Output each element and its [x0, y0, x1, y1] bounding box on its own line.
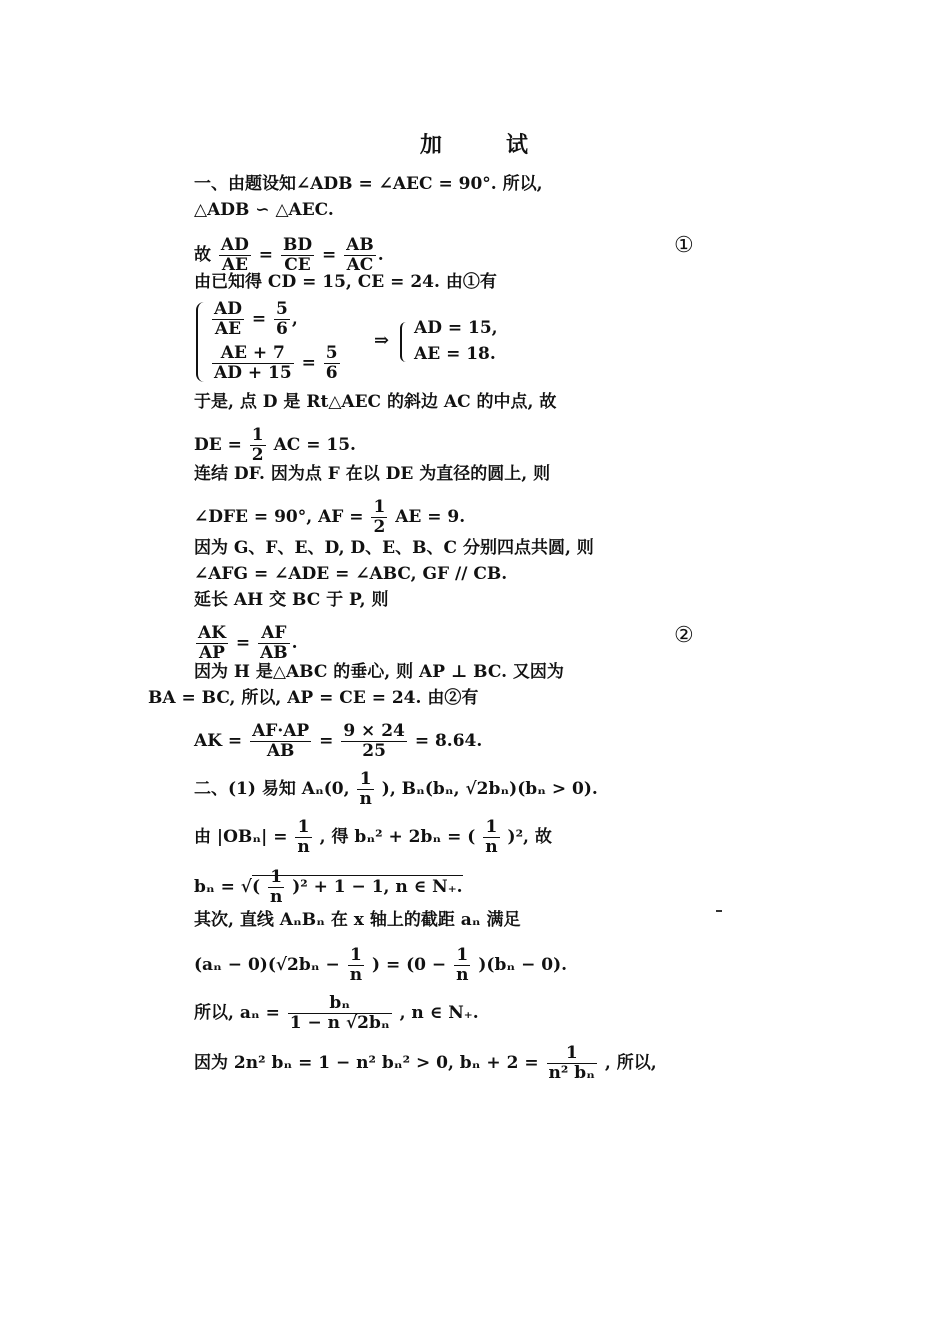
equation-line: 因为 2n² bₙ = 1 − n² bₙ² > 0, bₙ + 2 = $\frac{1}{\text{n² bₙ}}$ , 所以,	[194, 1043, 657, 1083]
fraction: $\frac{AD}{AE}$	[220, 235, 249, 275]
fraction: $\frac{BD}{CE}$	[282, 235, 313, 275]
equation-line: 由 |OBₙ| = $\frac{1}{n}$ , 得 bₙ² + 2bₙ = ( $\frac{1}{n}$ )², 故	[194, 817, 552, 857]
fraction: $\frac{AB}{AC}$	[346, 235, 374, 275]
text-line: △ADB ∽ △AEC.	[194, 200, 334, 220]
equation-line-2: $\frac{AK}{AP}$ = $\frac{AF}{AB}$ .	[198, 623, 298, 663]
text-line: 连结 DF. 因为点 F 在以 DE 为直径的圆上, 则	[194, 464, 551, 484]
text-line: 因为 G、F、E、D, D、E、B、C 分别四点共圆, 则	[194, 538, 594, 558]
section-title	[0, 128, 950, 159]
implies-arrow: ⇒	[374, 330, 390, 351]
text-line: 一、由题设知∠ADB = ∠AEC = 90°. 所以,	[194, 174, 543, 194]
left-brace	[196, 302, 208, 382]
equation-line-1: 故 $\frac{AD}{AE}$ = $\frac{BD}{CE}$ = $\frac{AB}{AC}$ .	[194, 235, 384, 275]
text-line: BA = BC, 所以, AP = CE = 24. 由②有	[148, 688, 479, 708]
text-line: 因为 H 是△ABC 的垂心, 则 AP ⊥ BC. 又因为	[194, 662, 564, 682]
right-brace	[400, 322, 410, 362]
equation-line: 所以, aₙ = $\frac{\text{bₙ}}{\text{1 − n √2bₙ}}$ , n ∈ N₊.	[194, 993, 479, 1033]
equation-line: 二、(1) 易知 Aₙ(0, $\frac{1}{n}$ ), Bₙ(bₙ, √2bₙ)(bₙ > 0).	[194, 769, 598, 809]
equation-marker-1: ①	[674, 233, 694, 258]
result-1: AD = 15,	[414, 318, 498, 338]
result-2: AE = 18.	[414, 344, 496, 364]
equation-marker-2: ②	[674, 623, 694, 648]
text-line: 其次, 直线 AₙBₙ 在 x 轴上的截距 aₙ 满足	[194, 910, 521, 930]
equation-line: AK = $\frac{AF\cdot AP}{AB}$ = $\frac{9 \times 24}{25}$ = 8.64.	[194, 721, 483, 761]
equation-line: DE = $\frac{1}{2}$ AC = 15.	[194, 425, 356, 465]
equation-line: ∠DFE = 90°, AF = $\frac{1}{2}$ AE = 9.	[194, 497, 466, 537]
equation-line: (aₙ − 0)(√2bₙ − $\frac{1}{n}$ ) = (0 − $\frac{1}{n}$ )(bₙ − 0).	[194, 945, 568, 985]
title-part1: 加	[419, 133, 444, 158]
equation-system: $\frac{AD}{AE}$ = $\frac{5}{6}$ , $\frac{AE + 7}{AD + 15}$ = $\frac{5}{6}$ ⇒ AD = 15, AE = 18.	[196, 300, 536, 386]
text-line: 由已知得 CD = 15, CE = 24. 由①有	[194, 272, 497, 292]
scan-speck	[716, 910, 722, 912]
title-part2: 试	[506, 133, 531, 158]
text-line: 于是, 点 D 是 Rt△AEC 的斜边 AC 的中点, 故	[194, 392, 557, 412]
text-line: 延长 AH 交 BC 于 P, 则	[194, 590, 389, 610]
text-line: ∠AFG = ∠ADE = ∠ABC, GF // CB.	[194, 564, 508, 584]
equation-line: bₙ = √( $\frac{1}{n}$ )² + 1 − 1, n ∈ N₊.	[194, 867, 463, 907]
